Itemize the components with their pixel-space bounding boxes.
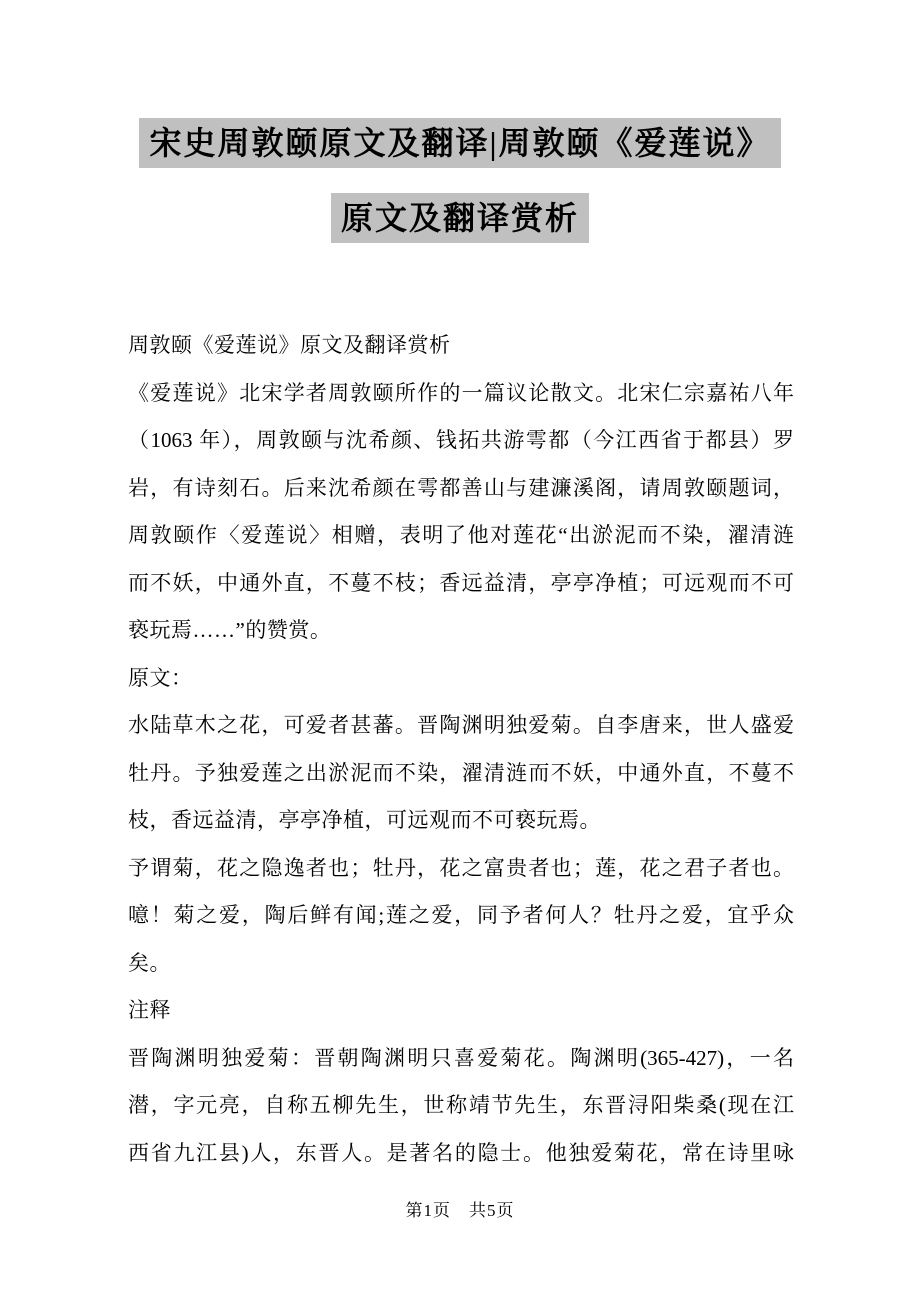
page-number-indicator: 第1页 共5页 [405,1201,515,1220]
text-line: 水陆草木之花，可爱者甚蕃。晋陶渊明独爱菊。自李唐来，世人盛爱 [128,713,794,737]
text-line: 亵玩焉……”的赞赏。 [128,618,332,642]
text-line: （1063 年），周敦颐与沈希颜、钱拓共游雩都（今江西省于都县）罗 [128,428,794,452]
title-line-1-highlight: 宋史周敦颐原文及翻译|周敦颐《爱莲说》 [139,118,780,168]
text-line: 西省九江县)人，东晋人。是著名的隐士。他独爱菊花，常在诗里咏 [128,1140,794,1165]
text-line: 《爱莲说》北宋学者周敦颐所作的一篇议论散文。北宋仁宗嘉祐八年 [128,380,794,405]
text-line: 予谓菊，花之隐逸者也；牡丹，花之富贵者也；莲，花之君子者也。 [128,855,794,880]
text-line: 牡丹。予独爱莲之出淤泥而不染，濯清涟而不妖，中通外直，不蔓不 [128,760,794,785]
page-footer [0,1198,920,1224]
text-line: 岩，有诗刻石。后来沈希颜在雩都善山与建濂溪阁，请周敦颐题词， [128,475,794,500]
text-line: 原文： [128,665,193,690]
text-line: 而不妖，中通外直，不蔓不枝；香远益清，亭亭净植；可远观而不可 [128,570,794,595]
text-line: 潜，字元亮，自称五柳先生，世称靖节先生，东晋浔阳柴桑(现在江 [128,1093,794,1117]
text-line: 周敦颐《爱莲说》原文及翻译赏析 [128,333,451,357]
text-line: 注释 [128,998,171,1022]
document-body [128,322,794,1177]
text-line: 晋陶渊明独爱菊：晋朝陶渊明只喜爱菊花。陶渊明(365-427)，一名 [128,1045,794,1070]
text-line: 噫！菊之爱，陶后鲜有闻;莲之爱，同予者何人？牡丹之爱，宜乎众 [128,903,794,927]
title-line-2 [0,181,920,256]
document-title [0,106,920,256]
title-line-1 [0,106,920,181]
text-line: 周敦颐作〈爱莲说〉相赠，表明了他对莲花“出淤泥而不染，濯清涟 [128,523,794,547]
text-line: 矣。 [128,950,171,975]
title-line-2-highlight: 原文及翻译赏析 [331,193,589,243]
text-line: 枝，香远益清，亭亭净植，可远观而不可亵玩焉。 [128,808,601,832]
